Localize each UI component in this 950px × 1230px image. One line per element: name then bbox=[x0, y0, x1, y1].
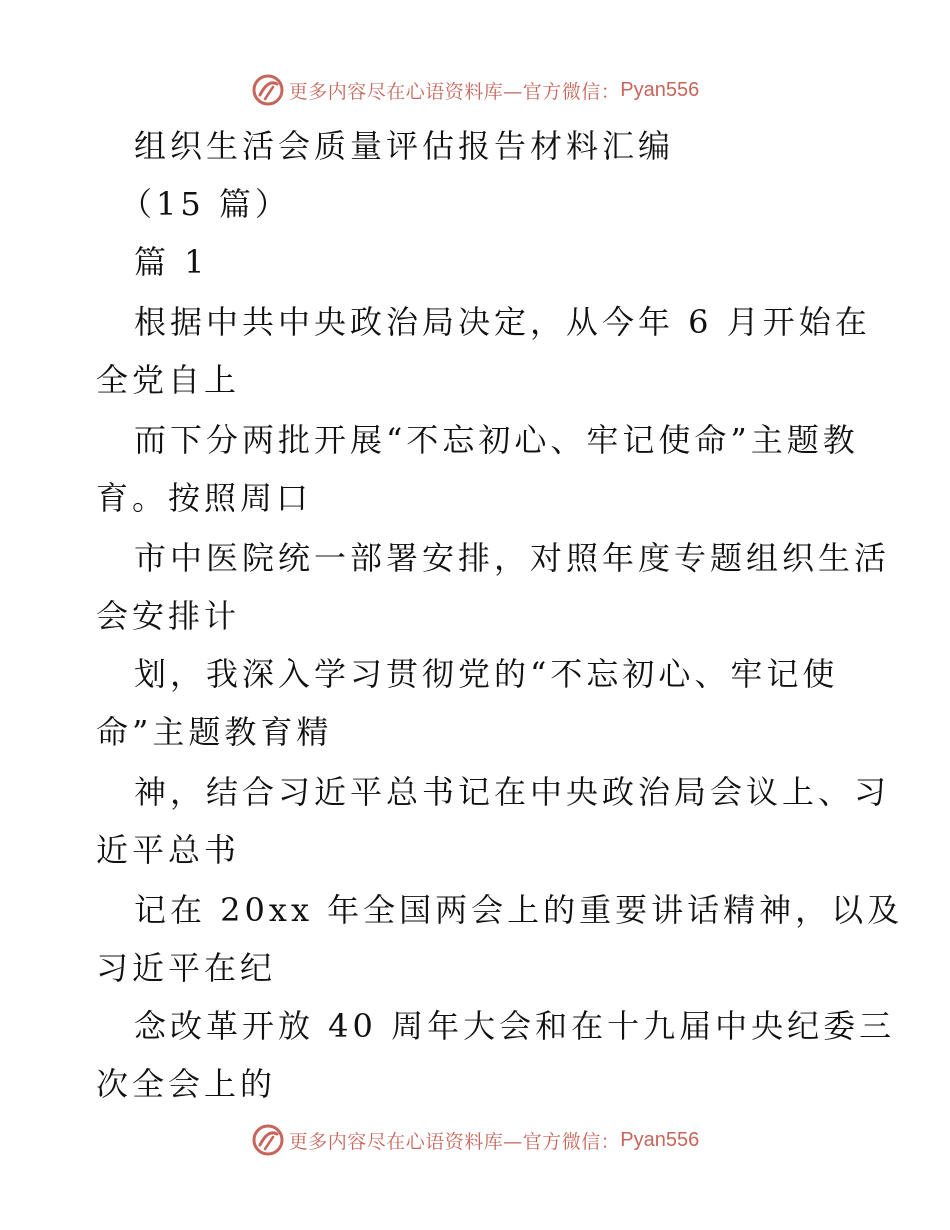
logo-icon bbox=[251, 1123, 285, 1157]
paragraph-line: 划，我深入学习贯彻党的“不忘初心、牢记使 bbox=[134, 655, 839, 693]
paragraph-line: 市中医院统一部署安排，对照年度专题组织生活 bbox=[134, 539, 891, 577]
paragraph-line: 神，结合习近平总书记在中央政治局会议上、习 bbox=[134, 773, 891, 811]
logo-icon bbox=[251, 73, 285, 107]
paragraph-line: 全党自上 bbox=[96, 361, 241, 399]
paragraph-line: 根据中共中央政治局决定，从今年 6 月开始在 bbox=[134, 303, 871, 341]
paragraph-line: 近平总书 bbox=[96, 831, 241, 869]
paragraph-line: 习近平在纪 bbox=[96, 949, 277, 987]
watermark-banner-top bbox=[0, 68, 950, 112]
paragraph-line: 育。按照周口 bbox=[96, 479, 313, 517]
section-heading: 篇 1 bbox=[134, 243, 209, 281]
paragraph-line: 记在 20xx 年全国两会上的重要讲话精神，以及 bbox=[134, 891, 904, 929]
document-subtitle: （15 篇） bbox=[120, 185, 291, 223]
watermark-text: 更多内容尽在心语资料库—官方微信： bbox=[288, 80, 621, 103]
paragraph-line: 会安排计 bbox=[96, 597, 241, 635]
paragraph-line: 次全会上的 bbox=[96, 1065, 277, 1103]
watermark-text: 更多内容尽在心语资料库—官方微信： bbox=[288, 1130, 621, 1153]
watermark-id: Pyan556 bbox=[620, 78, 700, 101]
paragraph-line: 命”主题教育精 bbox=[96, 713, 333, 751]
watermark-id: Pyan556 bbox=[620, 1128, 700, 1151]
paragraph-line: 念改革开放 40 周年大会和在十九届中央纪委三 bbox=[134, 1007, 896, 1045]
paragraph-line: 而下分两批开展“不忘初心、牢记使命”主题教 bbox=[134, 421, 859, 459]
watermark-banner-bottom bbox=[0, 1118, 950, 1162]
document-title: 组织生活会质量评估报告材料汇编 bbox=[134, 127, 675, 165]
